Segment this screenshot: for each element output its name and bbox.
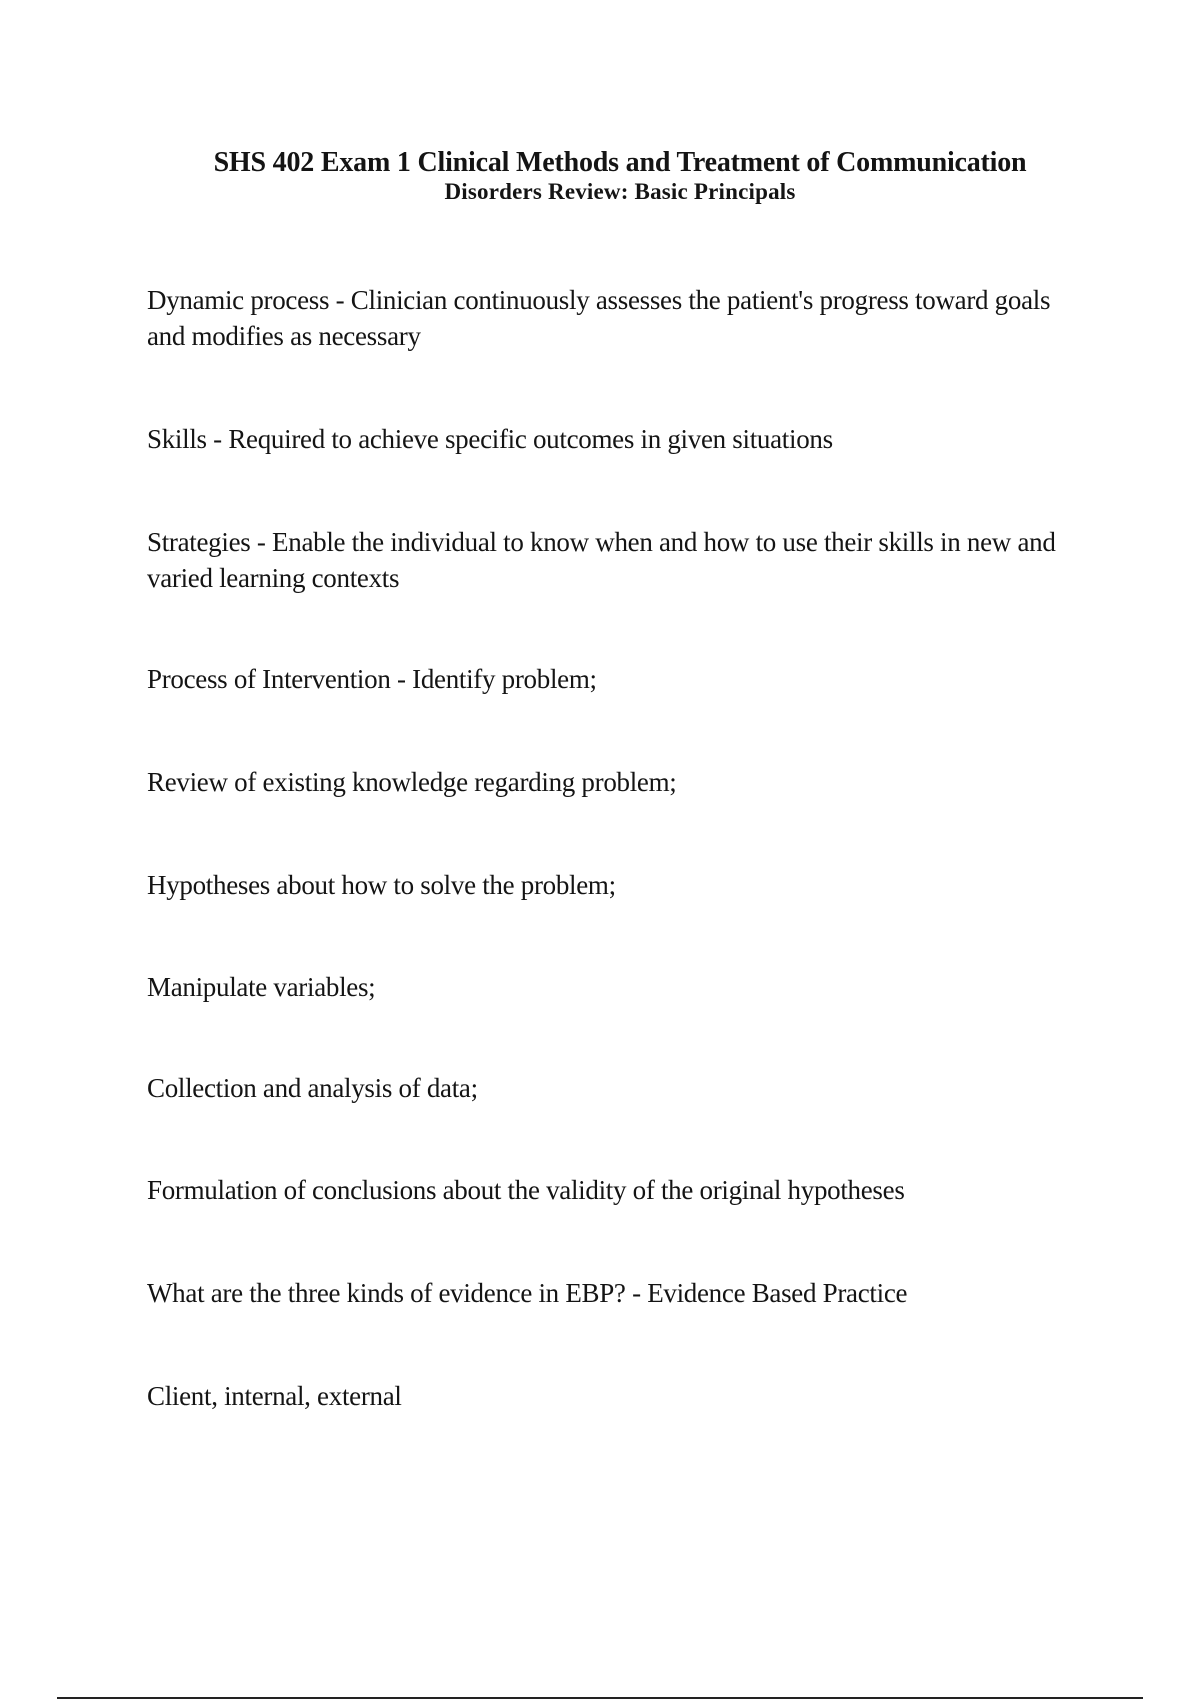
entry-ebp-question: What are the three kinds of evidence in EBP? - Evidence Based Practice xyxy=(147,1278,908,1308)
entry-manipulate-variables: Manipulate variables; xyxy=(147,972,376,1002)
document-title xyxy=(0,146,1200,205)
entry-ebp-answer: Client, internal, external xyxy=(147,1381,402,1411)
entry-formulation-conclusions: Formulation of conclusions about the validity of the original hypotheses xyxy=(147,1175,905,1205)
entry-dynamic-process: Dynamic process - Clinician continuously assesses the patient's progress toward goals and modifies as necessary xyxy=(147,285,1051,351)
entry-process-of-intervention: Process of Intervention - Identify problem; xyxy=(147,664,597,694)
entry-hypotheses: Hypotheses about how to solve the problem; xyxy=(147,870,616,900)
entry-review-knowledge: Review of existing knowledge regarding problem; xyxy=(147,767,677,797)
title-line-2: Disorders Review: Basic Principals xyxy=(444,179,796,204)
bottom-divider xyxy=(57,1697,1143,1699)
entry-strategies: Strategies - Enable the individual to know when and how to use their skills in new and varied learning contexts xyxy=(147,527,1056,593)
title-line-1: SHS 402 Exam 1 Clinical Methods and Treatment of Communication xyxy=(213,147,1027,178)
entry-collection-analysis: Collection and analysis of data; xyxy=(147,1073,478,1103)
entry-skills: Skills - Required to achieve specific outcomes in given situations xyxy=(147,424,833,454)
